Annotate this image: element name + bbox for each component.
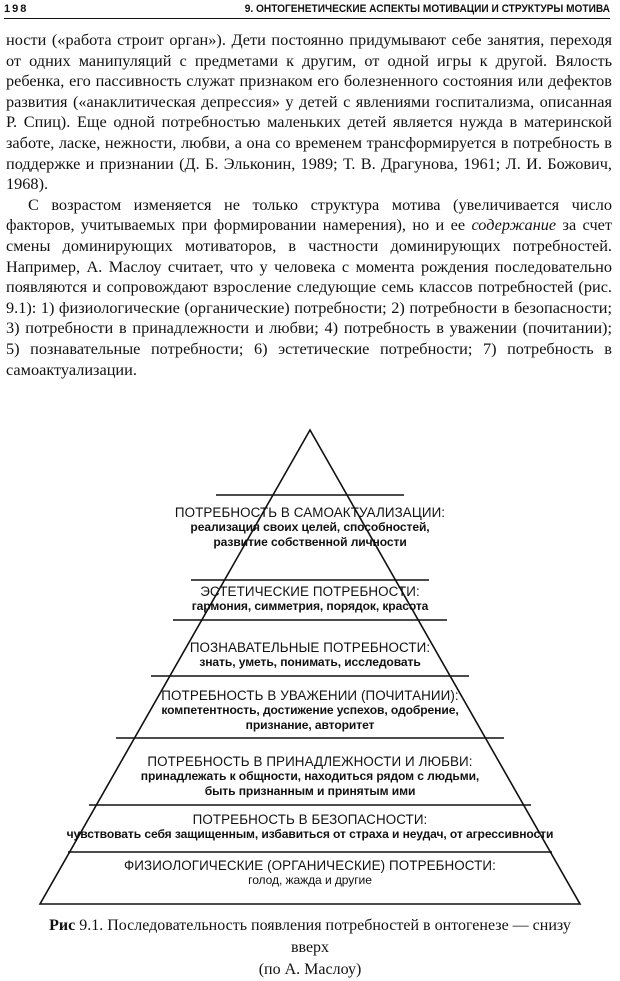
level-5-title: ПОЗНАВАТЕЛЬНЫЕ ПОТРЕБНОСТИ: bbox=[189, 640, 431, 655]
level-5-desc-1: знать, уметь, понимать, исследовать bbox=[199, 655, 421, 669]
level-4-title: ПОТРЕБНОСТЬ В УВАЖЕНИИ (ПОЧИТАНИИ): bbox=[161, 688, 459, 703]
level-4-desc-1: компетентность, достижение успехов, одобрение, bbox=[161, 703, 459, 717]
pyramid-level-6 bbox=[0, 584, 620, 614]
caption-label: Рис bbox=[49, 917, 76, 934]
paragraph-2-start: С возрастом изменяется не только структура мотива (увеличивается число факторов, учитываемых при формировании намерения), но и ее bbox=[6, 194, 612, 235]
header-rule bbox=[4, 18, 610, 19]
body-text bbox=[6, 30, 612, 380]
level-4-desc-2: признание, авторитет bbox=[245, 718, 375, 732]
level-2-desc-1: чувствовать себя защищенным, избавиться от страха и неудач, от агрессивности bbox=[66, 827, 554, 841]
level-7-desc-1: реализация своих целей, способностей, bbox=[190, 520, 430, 534]
paragraph-2 bbox=[6, 195, 612, 380]
pyramid-level-2 bbox=[0, 812, 620, 842]
level-7-desc-2: развитие собственной личности bbox=[213, 535, 407, 549]
paragraph-2-end: за счет смены доминирующих мотиваторов, в частности доминирующих потребностей. Например, А. Маслоу считает, что у человека с момента рождения последовательно появляются и сопровождают взросление следующие семь классов потребностей (рис. 9.1): 1) физиологические (органические) потребности; 2) потребности в безопасности; 3) потребности в принадлежности и любви; 4) потребность в уважении (почитании); 5) познавательные потребности; 6) эстетические потребности; 7) потребность в самоактуализации. bbox=[6, 215, 612, 379]
level-1-desc-1: голод, жажда и другие bbox=[248, 873, 372, 887]
paragraph-2-emphasis: содержание bbox=[471, 215, 557, 235]
running-title: 9. ОНТОГЕНЕТИЧЕСКИЕ АСПЕКТЫ МОТИВАЦИИ И СТРУКТУРЫ МОТИВА bbox=[244, 3, 610, 15]
pyramid-level-3 bbox=[0, 754, 620, 799]
pyramid-level-5 bbox=[0, 640, 620, 670]
level-3-desc-1: принадлежать к общности, находиться рядом с людьми, bbox=[140, 769, 480, 783]
level-2-title: ПОТРЕБНОСТЬ В БЕЗОПАСНОСТИ: bbox=[192, 812, 428, 827]
page-header bbox=[4, 0, 610, 20]
level-6-title: ЭСТЕТИЧЕСКИЕ ПОТРЕБНОСТИ: bbox=[200, 584, 420, 599]
level-7-title: ПОТРЕБНОСТЬ В САМОАКТУАЛИЗАЦИИ: bbox=[174, 505, 446, 520]
caption-line-1: 9.1. Последовательность появления потребностей в онтогенезе — снизу вверх bbox=[79, 917, 571, 956]
page-number: 198 bbox=[4, 3, 29, 15]
paragraph-1: ности («работа строит орган»). Дети постоянно придумывают себе занятия, переходя от одних манипуляций с предметами к другим, от одной игры к другой. Вялость ребенка, его пассивность служат признаком его болезненного состояния или дефектов развития («анаклитическая депрессия» у детей с явлениями госпитализма, описанная Р. Спиц). Еще одной потребностью маленьких детей является нужда в материнской заботе, ласке, нежности, любви, а она со временем трансформируется в потребность в поддержке и признании (Д. Б. Эльконин, 1989; Т. В. Драгунова, 1961; Л. И. Божович, 1968). bbox=[6, 30, 612, 194]
level-1-title: ФИЗИОЛОГИЧЕСКИЕ (ОРГАНИЧЕСКИЕ) ПОТРЕБНОСТИ: bbox=[124, 858, 496, 873]
figure-caption bbox=[30, 915, 590, 981]
level-6-desc-1: гармония, симметрия, порядок, красота bbox=[191, 599, 429, 613]
pyramid-level-7 bbox=[0, 505, 620, 550]
pyramid-level-1 bbox=[0, 858, 620, 888]
maslow-pyramid-figure bbox=[0, 420, 620, 910]
level-3-title: ПОТРЕБНОСТЬ В ПРИНАДЛЕЖНОСТИ И ЛЮБВИ: bbox=[147, 754, 473, 769]
caption-line-2: (по А. Маслоу) bbox=[258, 961, 362, 978]
level-3-desc-2: быть признанным и принятым ими bbox=[204, 784, 416, 798]
pyramid-level-4 bbox=[0, 688, 620, 733]
